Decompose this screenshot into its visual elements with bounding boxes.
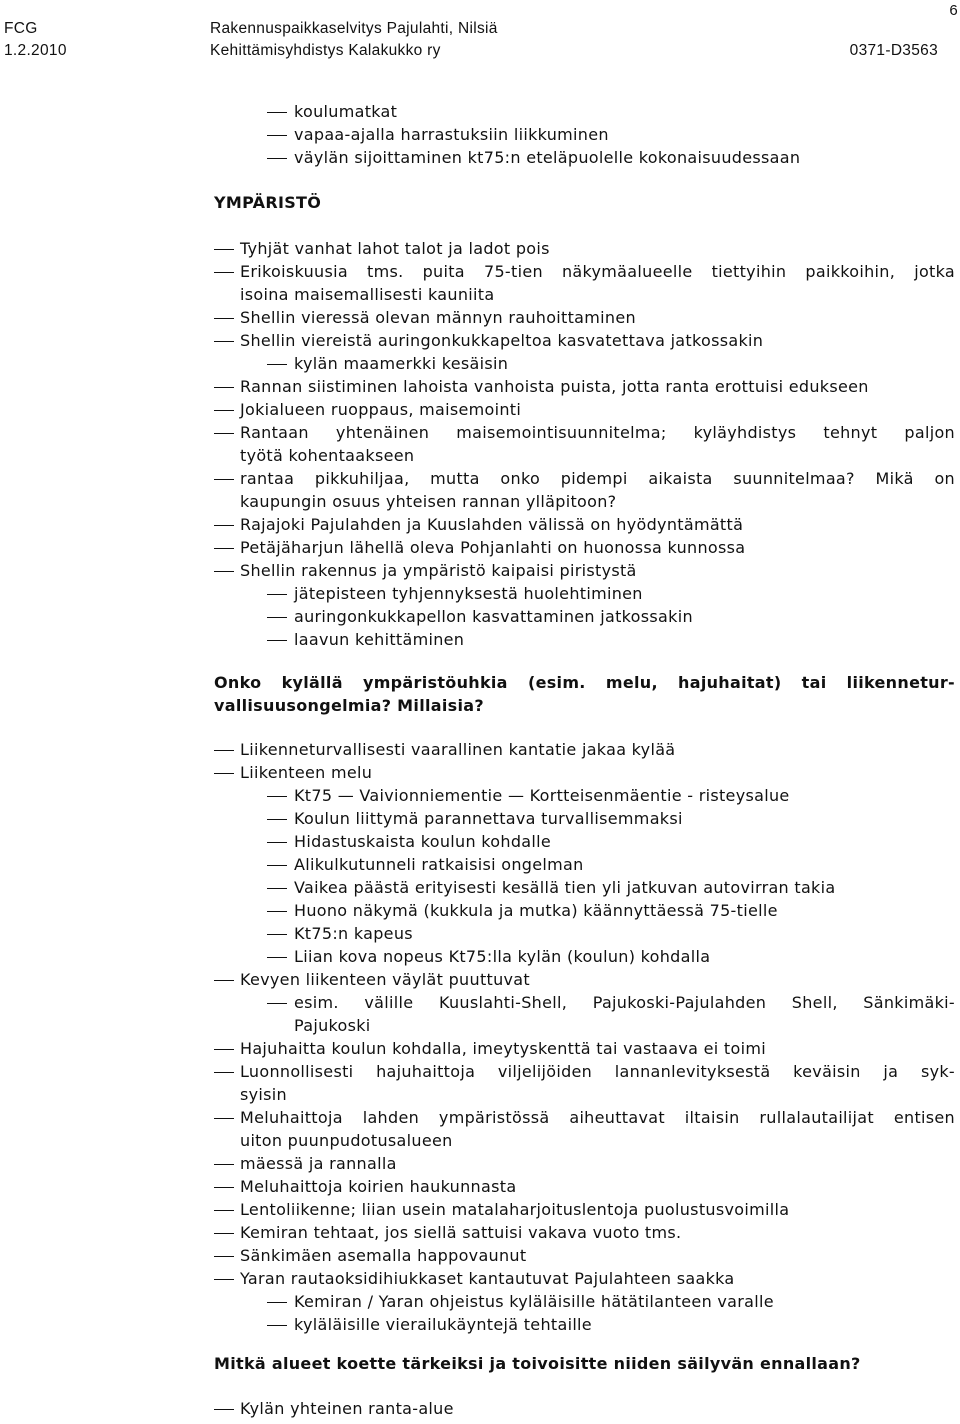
list-item: vapaa-ajalla harrastuksiin liikkuminen: [294, 125, 609, 144]
bullet-dash-icon: [214, 433, 234, 434]
list-item: mäessä ja rannalla: [240, 1154, 397, 1173]
bullet-dash-icon: [214, 1279, 234, 1280]
list-item: kyläläisille vierailukäyntejä tehtaille: [294, 1315, 592, 1334]
bullet-dash-icon: [267, 158, 287, 159]
list-item: Erikoiskuusia tms. puita 75-tien näkymäalueelle tiettyihin paikkoihin, jotka: [240, 262, 955, 281]
project-title: Rakennuspaikkaselvitys Pajulahti, Nilsiä: [210, 20, 498, 37]
section-heading: Onko kylällä ympäristöuhkia (esim. melu, hajuhaitat) tai liikennetur-: [214, 673, 955, 692]
document-code: 0371-D3563: [849, 42, 938, 59]
bullet-dash-icon: [214, 1164, 234, 1165]
section-heading: YMPÄRISTÖ: [214, 193, 322, 212]
list-item: laavun kehittäminen: [294, 630, 465, 649]
list-item: työtä kohentaakseen: [240, 446, 415, 465]
bullet-dash-icon: [267, 934, 287, 935]
section-heading: vallisuusongelmia? Millaisia?: [214, 696, 484, 715]
list-item: syisin: [240, 1085, 287, 1104]
bullet-dash-icon: [267, 617, 287, 618]
list-item: väylän sijoittaminen kt75:n eteläpuolelle kokonaisuudessaan: [294, 148, 801, 167]
bullet-dash-icon: [214, 410, 234, 411]
list-item: Jokialueen ruoppaus, maisemointi: [240, 400, 522, 419]
list-item: Liikenneturvallisesti vaarallinen kantatie jakaa kylää: [240, 740, 676, 759]
bullet-dash-icon: [267, 1003, 287, 1004]
bullet-dash-icon: [267, 819, 287, 820]
bullet-dash-icon: [267, 640, 287, 641]
list-item: Huono näkymä (kukkula ja mutka) käännyttäessä 75-tielle: [294, 901, 778, 920]
bullet-dash-icon: [267, 1325, 287, 1326]
list-item: Meluhaittoja lahden ympäristössä aiheuttavat iltaisin rullalautailijat entisen: [240, 1108, 955, 1127]
list-item: kylän maamerkki kesäisin: [294, 354, 509, 373]
list-item: Lentoliikenne; liian usein matalaharjoituslentoja puolustusvoimilla: [240, 1200, 790, 1219]
organization-name: Kehittämisyhdistys Kalakukko ry: [210, 42, 441, 59]
bullet-dash-icon: [267, 842, 287, 843]
list-item: Luonnollisesti hajuhaittoja viljelijöiden lannanlevityksestä keväisin ja syk-: [240, 1062, 955, 1081]
bullet-dash-icon: [214, 1256, 234, 1257]
bullet-dash-icon: [214, 318, 234, 319]
list-item: Liian kova nopeus Kt75:lla kylän (koulun) kohdalla: [294, 947, 711, 966]
list-item: Vaikea päästä erityisesti kesällä tien yli jatkuvan autovirran takia: [294, 878, 836, 897]
bullet-dash-icon: [214, 548, 234, 549]
list-item: Koulun liittymä parannettava turvallisemmaksi: [294, 809, 683, 828]
list-item: Tyhjät vanhat lahot talot ja ladot pois: [240, 239, 550, 258]
section-heading: Mitkä alueet koette tärkeiksi ja toivoisitte niiden säilyvän ennallaan?: [214, 1354, 861, 1373]
list-item: Alikulkutunneli ratkaisisi ongelman: [294, 855, 584, 874]
company-name: FCG: [4, 20, 38, 37]
bullet-dash-icon: [214, 1233, 234, 1234]
bullet-dash-icon: [214, 1118, 234, 1119]
list-item: Kemiran tehtaat, jos siellä sattuisi vakava vuoto tms.: [240, 1223, 682, 1242]
bullet-dash-icon: [267, 1302, 287, 1303]
bullet-dash-icon: [267, 865, 287, 866]
list-item: isoina maisemallisesti kauniita: [240, 285, 495, 304]
bullet-dash-icon: [214, 272, 234, 273]
list-item: uiton puunpudotusalueen: [240, 1131, 453, 1150]
list-item: Kt75 — Vaivionniementie — Kortteisenmäentie - risteysalue: [294, 786, 790, 805]
bullet-dash-icon: [214, 773, 234, 774]
list-item: esim. välille Kuuslahti-Shell, Pajukoski-Pajulahden Shell, Sänkimäki-: [294, 993, 955, 1012]
list-item: Yaran rautaoksidihiukkaset kantautuvat Pajulahteen saakka: [240, 1269, 735, 1288]
list-item: Kevyen liikenteen väylät puuttuvat: [240, 970, 530, 989]
list-item: kaupungin osuus yhteisen rannan ylläpitoon?: [240, 492, 617, 511]
list-item: Liikenteen melu: [240, 763, 373, 782]
page-number: 6: [949, 2, 958, 19]
bullet-dash-icon: [214, 571, 234, 572]
bullet-dash-icon: [214, 750, 234, 751]
list-item: koulumatkat: [294, 102, 398, 121]
bullet-dash-icon: [214, 479, 234, 480]
bullet-dash-icon: [214, 387, 234, 388]
document-date: 1.2.2010: [4, 42, 67, 59]
list-item: Meluhaittoja koirien haukunnasta: [240, 1177, 517, 1196]
bullet-dash-icon: [214, 1049, 234, 1050]
list-item: Shellin rakennus ja ympäristö kaipaisi piristystä: [240, 561, 637, 580]
list-item: Kylän yhteinen ranta-alue: [240, 1399, 454, 1418]
list-item: Rannan siistiminen lahoista vanhoista puista, jotta ranta erottuisi edukseen: [240, 377, 869, 396]
bullet-dash-icon: [267, 911, 287, 912]
list-item: Rajajoki Pajulahden ja Kuuslahden välissä on hyödyntämättä: [240, 515, 744, 534]
list-item: Rantaan yhtenäinen maisemointisuunnitelma; kyläyhdistys tehnyt paljon: [240, 423, 955, 442]
bullet-dash-icon: [267, 957, 287, 958]
list-item: jätepisteen tyhjennyksestä huolehtiminen: [294, 584, 643, 603]
bullet-dash-icon: [214, 341, 234, 342]
list-item: Hajuhaitta koulun kohdalla, imeytyskenttä tai vastaava ei toimi: [240, 1039, 766, 1058]
list-item: Shellin viereistä auringonkukkapeltoa kasvatettava jatkossakin: [240, 331, 764, 350]
list-item: Kt75:n kapeus: [294, 924, 413, 943]
list-item: Petäjäharjun lähellä oleva Pohjanlahti on huonossa kunnossa: [240, 538, 746, 557]
bullet-dash-icon: [267, 112, 287, 113]
list-item: Pajukoski: [294, 1016, 371, 1035]
list-item: auringonkukkapellon kasvattaminen jatkossakin: [294, 607, 693, 626]
bullet-dash-icon: [214, 1187, 234, 1188]
list-item: Kemiran / Yaran ohjeistus kyläläisille hätätilanteen varalle: [294, 1292, 774, 1311]
bullet-dash-icon: [214, 525, 234, 526]
bullet-dash-icon: [214, 1072, 234, 1073]
bullet-dash-icon: [214, 1409, 234, 1410]
list-item: Shellin vieressä olevan männyn rauhoittaminen: [240, 308, 636, 327]
bullet-dash-icon: [267, 364, 287, 365]
list-item: Sänkimäen asemalla happovaunut: [240, 1246, 527, 1265]
bullet-dash-icon: [267, 888, 287, 889]
bullet-dash-icon: [214, 980, 234, 981]
bullet-dash-icon: [267, 796, 287, 797]
bullet-dash-icon: [214, 249, 234, 250]
list-item: Hidastuskaista koulun kohdalle: [294, 832, 552, 851]
bullet-dash-icon: [267, 594, 287, 595]
bullet-dash-icon: [214, 1210, 234, 1211]
bullet-dash-icon: [267, 135, 287, 136]
list-item: rantaa pikkuhiljaa, mutta onko pidempi aikaista suunnitelmaa? Mikä on: [240, 469, 955, 488]
